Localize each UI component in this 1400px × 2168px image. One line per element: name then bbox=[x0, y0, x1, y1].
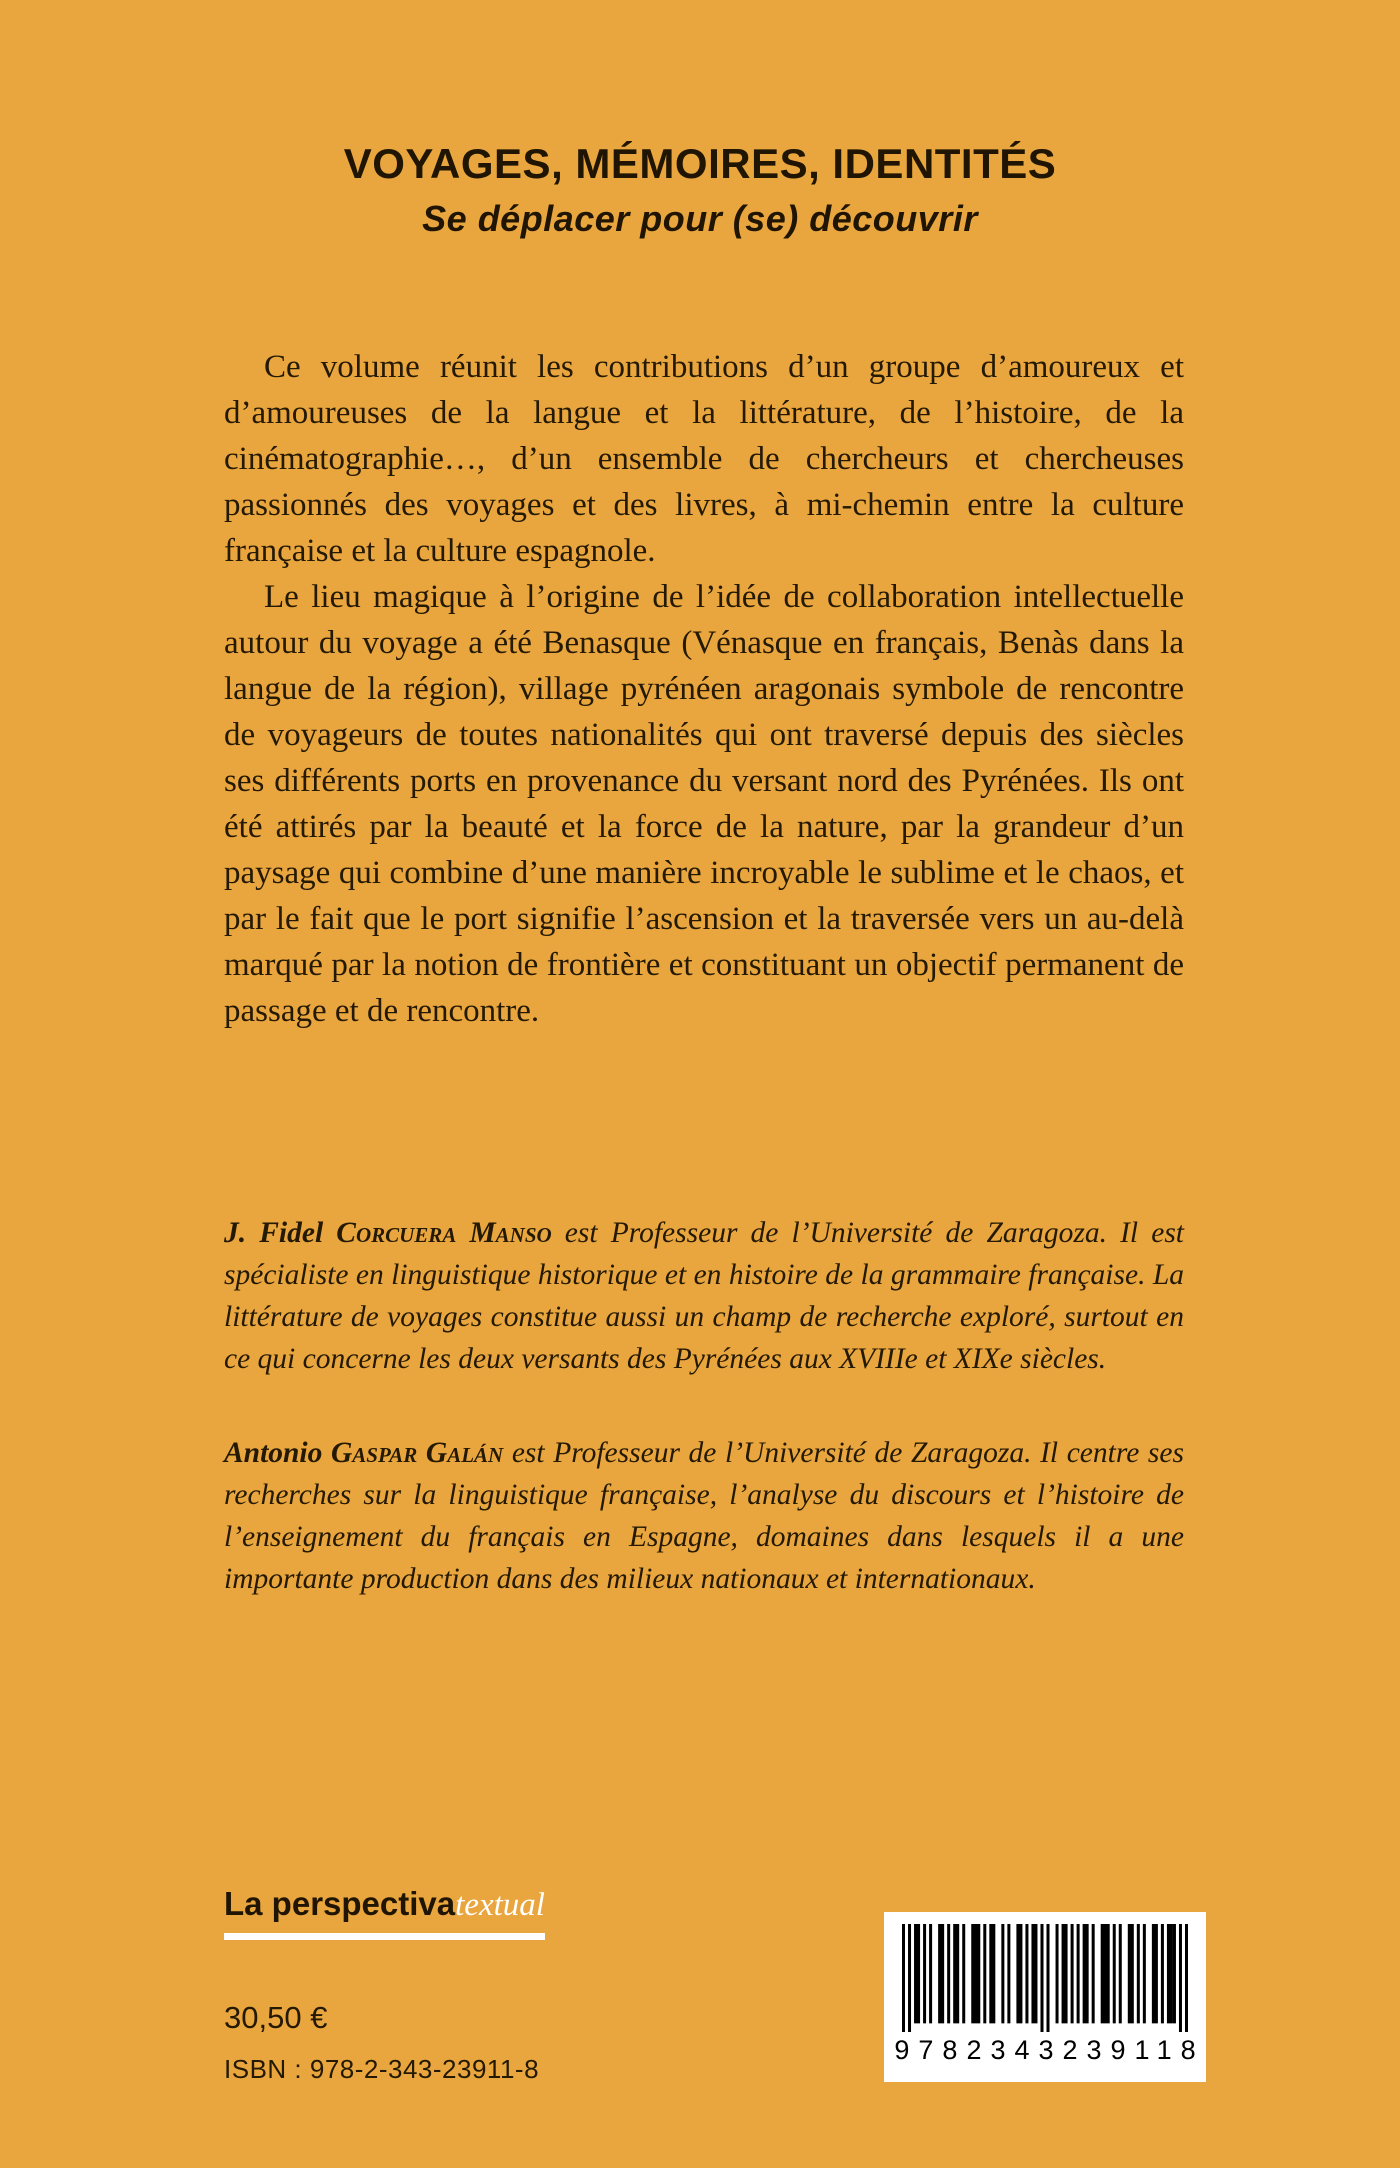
synopsis-paragraph-2: Le lieu magique à l’origine de l’idée de collaboration intellectuelle autour du voyage a été Benasque (Vénasque en français, Benàs dans la langue de la région), village pyrénéen aragonais symbole de rencontre de voyageurs de toutes nationalités qui ont traversé depuis des siècles ses différents ports en provenance du versant nord des Pyrénées. Ils ont été attirés par la beauté et la force de la nature, par la grandeur d’un paysage qui combine d’une manière incroyable le sublime et le chaos, et par le fait que le port signifie l’ascension et la traversée vers un au-delà marqué par la notion de frontière et constituant un objectif permanent de passage et de rencontre. bbox=[224, 579, 1184, 1029]
author-name-smallcaps: Corcuera Manso bbox=[336, 1217, 552, 1249]
book-subtitle: Se déplacer pour (se) découvrir bbox=[422, 198, 978, 239]
synopsis bbox=[224, 344, 1184, 1034]
author-name-prefix: Antonio bbox=[224, 1437, 331, 1469]
author-bio-corcuera-manso bbox=[224, 1212, 1184, 1380]
barcode-number: 9782343239118 bbox=[894, 2035, 1205, 2065]
cover-header bbox=[0, 0, 1400, 240]
publisher-brand: La perspectiva bbox=[224, 1885, 456, 1922]
isbn: ISBN : 978-2-343-23911-8 bbox=[224, 2054, 540, 2084]
author-bios bbox=[224, 1212, 1184, 1600]
book-title: VOYAGES, MÉMOIRES, IDENTITÉS bbox=[343, 140, 1057, 187]
author-bio-text: est Professeur de l’Université de Zaragoza. Il centre ses recherches sur la linguistique française, l’analyse du discours et l’histoire de l’enseignement du français en Espagne, domaines dans lesquels il a une importante production dans des milieux nationaux et internationaux. bbox=[224, 1437, 1184, 1595]
publisher-logo bbox=[224, 1886, 545, 1940]
publisher-collection: textual bbox=[455, 1887, 545, 1923]
author-bio-gaspar-galan bbox=[224, 1432, 1184, 1600]
synopsis-paragraph-1: Ce volume réunit les contributions d’un groupe d’amoureux et d’amoureuses de la langue et la littérature, de l’histoire, de la cinématographie…, d’un ensemble de chercheurs et chercheuses passionnés des voyages et des livres, à mi-chemin entre la culture française et la culture espagnole. bbox=[224, 349, 1184, 569]
author-name-prefix: J. Fidel bbox=[224, 1217, 337, 1249]
price: 30,50 € bbox=[224, 2000, 328, 2035]
barcode-bars-icon bbox=[902, 1924, 1188, 2032]
author-name-smallcaps: Gaspar Galán bbox=[331, 1437, 504, 1469]
author-bio-text: est Professeur de l’Université de Zaragoza. Il est spécialiste en linguistique historique et en histoire de la grammaire française. La littérature de voyages constitue aussi un champ de recherche exploré, surtout en ce qui concerne les deux versants des Pyrénées aux XVIIIe et XIXe siècles. bbox=[224, 1217, 1184, 1375]
barcode bbox=[884, 1912, 1206, 2082]
